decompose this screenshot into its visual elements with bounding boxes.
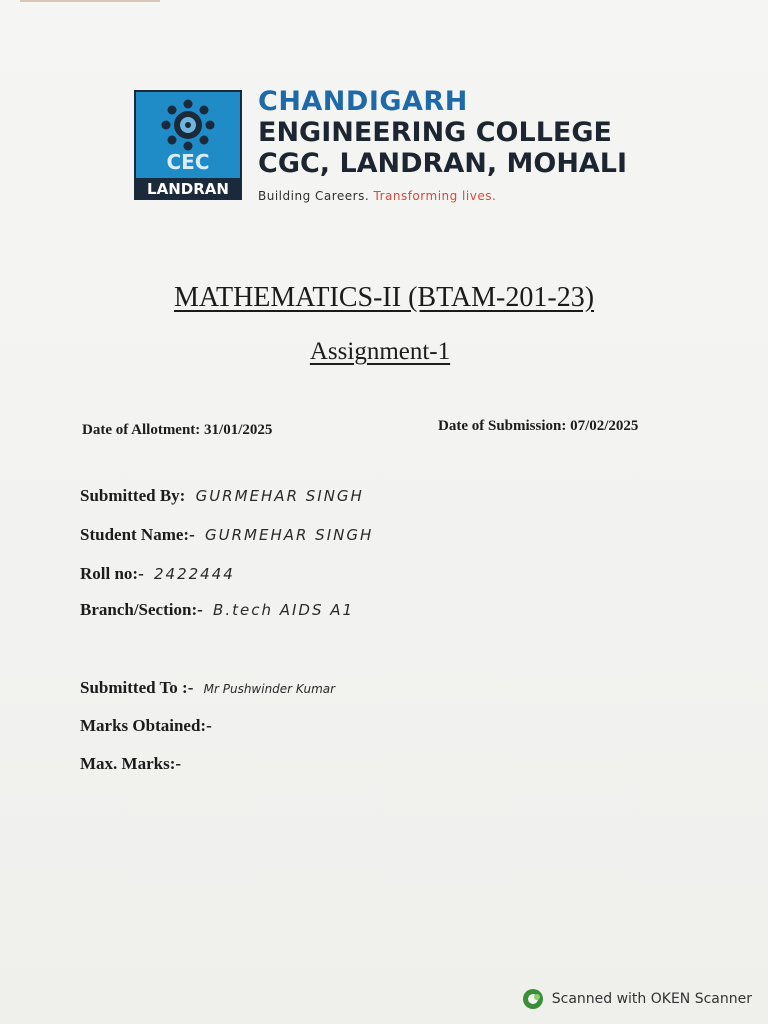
submitted-to-value: Mr Pushwinder Kumar [203,682,336,696]
date-of-submission: Date of Submission: 07/02/2025 [438,418,639,434]
max-marks-label: Max. Marks:- [80,754,182,773]
college-name [258,86,627,179]
college-line-2: ENGINEERING COLLEGE [258,117,612,148]
branch-section-label: Branch/Section:- [80,600,203,619]
course-title: MATHEMATICS-II (BTAM-201-23) [173,282,595,313]
branch-section-row [80,600,354,620]
student-name-row [80,525,373,545]
college-tagline [258,189,496,203]
college-line-3: CGC, LANDRAN, MOHALI [258,148,628,179]
date-of-allotment: Date of Allotment: 31/01/2025 [82,422,273,438]
scanner-watermark [522,988,752,1010]
student-name-value: GURMEHAR SINGH [205,526,374,544]
max-marks-row [80,754,181,774]
scanner-logo-icon [522,988,544,1010]
logo-banner-text: LANDRAN [134,178,242,200]
assignment-title: Assignment-1 [309,338,451,365]
college-logo [134,90,242,200]
roll-no-label: Roll no:- [80,564,144,583]
marks-obtained-row [80,716,212,736]
roll-no-row [80,564,235,584]
college-line-1: CHANDIGARH [258,86,468,117]
tagline-part-2: Transforming lives. [373,189,497,203]
roll-no-value: 2422444 [154,565,235,583]
gear-icon [150,98,226,152]
logo-emblem-text: CEC [166,150,210,174]
student-name-label: Student Name:- [80,525,195,544]
submitted-by-row [80,486,364,506]
tagline-part-1: Building Careers. [258,189,370,203]
marks-obtained-label: Marks Obtained:- [80,716,212,735]
submitted-by-value: GURMEHAR SINGH [195,487,364,505]
scan-edge-line [20,0,160,2]
submitted-to-row [80,678,335,698]
submitted-by-label: Submitted By: [80,486,186,505]
branch-section-value: B.tech AIDS A1 [213,601,355,619]
submitted-to-label: Submitted To :- [80,678,194,697]
scanner-text: Scanned with OKEN Scanner [551,991,752,1007]
